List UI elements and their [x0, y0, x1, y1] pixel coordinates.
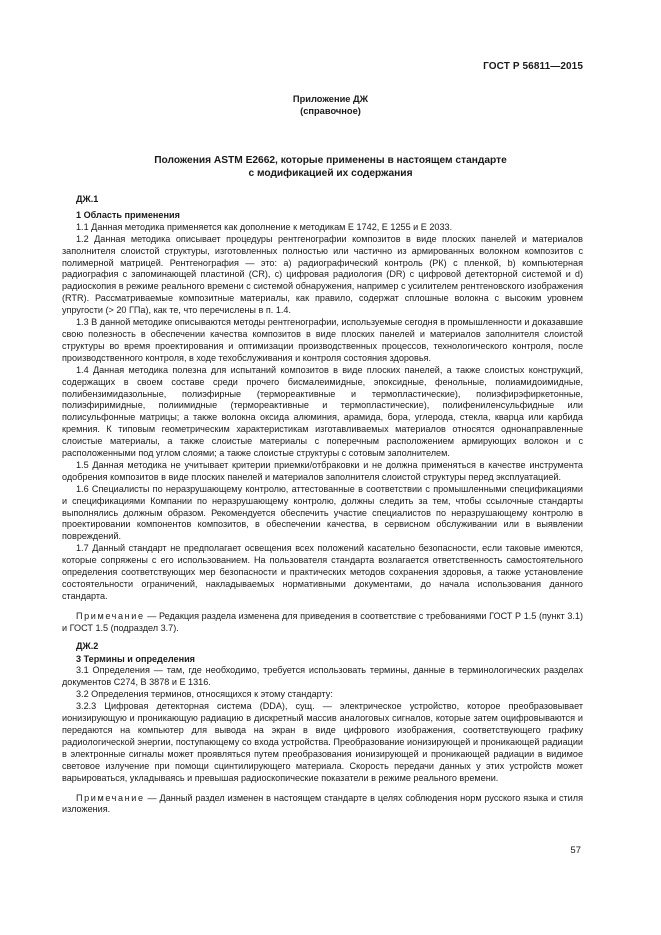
- appendix-subtitle: (справочное): [300, 106, 361, 116]
- note: [62, 793, 583, 817]
- paragraph: 1.6 Специалисты по неразрушающему контролю, аттестованные в соответствии с промышленными спецификациями и спецификациями Компании по неразрушающему контролю, должны следить за тем, чтобы ссылочные стандарты выполнялись должным образом. Рекомендуется обеспечить участие специалистов по неразрушающему контролю в проектировании компонентов композитов, в обеспечении качества, в сервисном обслуживании или в выявлении повреждений.: [62, 483, 583, 542]
- paragraph: 3.2 Определения терминов, относящихся к этому стандарту:: [76, 689, 333, 700]
- note-text: — Редакция раздела изменена для приведения в соответствие с требованиями ГОСТ Р 1.5 (пункт 3.1) и ГОСТ 1.5 (подраздел 3.7).: [62, 610, 583, 633]
- paragraph: 1.4 Данная методика полезна для испытаний композитов в виде плоских панелей, а также слоистых конструкций, содержащих в своем составе среди прочего бисмалеимидные, эпоксидные, фенольные, полиамидоимидные, полибензимидазольные, полиэфирные (термореактивные и термопластические), полиэфирэфиркетонные, полиэфиримидные, полиимидные (термореактивные и термопластические), полифениленсульфидные или полисульфонные матрицы; а также волокна оксида алюминия, арамида, бора, углерода, стекла, кварца или карбида кремния. К типовым геометрическим характеристикам изготавливаемых материалов относятся однонаправленные слоистые материалы, а также слоистые материалы с поперечным расположением армирующих волокон и с расположенными под углом слоями; а также слоистые структуры с сотовым заполнителем.: [62, 364, 583, 459]
- section-label: ДЖ.1: [76, 194, 99, 204]
- page-number: 57: [570, 845, 581, 856]
- appendix-heading: [0, 93, 661, 117]
- appendix-title: Приложение ДЖ: [292, 94, 369, 104]
- paragraph: 1.7 Данный стандарт не предполагает освещения всех положений касательно безопасности, если таковые имеются, которые сопряжены с его использованием. На пользователя стандарта возлагается ответственность самостоятельного определения соответствующих мер безопасности и практических методов сохранения здоровья, а также установление состоятельности ограничений, накладываемых нормативными документами, до начала использования данного стандарта.: [62, 543, 583, 601]
- section-label: ДЖ.2: [76, 640, 99, 651]
- section-heading: 1 Область применения: [76, 209, 180, 220]
- paragraph: 3.2.3 Цифровая детекторная система (DDA), сущ. — электрическое устройство, которое преобразовывает ионизирующую и проникающую радиацию в дискретный массив аналоговых сигналов, которые затем оцифровываются и передаются на компьютер для вывода на экран в виде цифрового изображения, соответствующего графику радиологической энергии, поступающему со входа устройства. Преобразование ионизирующей и проникающей радиации в электронные сигналы может проявляться путем преобразования ионизирующей и проникающей радиации в видимое световое излучение при помощи сцинтилирующего материала. Скорость передачи данных у этих устройств может варьироваться, укладываясь и превышая радиоскопические показатели в режиме реального времени.: [62, 701, 583, 783]
- title-line-2: с модификацией их содержания: [248, 168, 413, 179]
- paragraph: 1.1 Данная методика применяется как дополнение к методикам E 1742, E 1255 и E 2033.: [76, 221, 453, 232]
- document-code: ГОСТ Р 56811—2015: [483, 61, 583, 72]
- section-heading: 3 Термины и определения: [76, 653, 195, 664]
- note-text: — Данный раздел изменен в настоящем стандарте в целях соблюдения норм русского языка и стиля изложения.: [62, 792, 583, 815]
- note-label: Примечание: [76, 792, 145, 803]
- paragraph: 1.5 Данная методика не учитывает критерии приемки/отбраковки и не должна применяться в качестве инструмента одобрения композитов в виде плоских панелей и материалов заполнителя слоистой структуры перед эксплуатацией.: [62, 459, 583, 482]
- paragraph: 1.3 В данной методике описываются методы рентгенографии, используемые сегодня в промышленности и доказавшие свою полезность в обеспечении качества композитов в виде плоских панелей и материалов заполнителя слоистой структуры во время проектирования и оптимизации производственных процессов, технологического контроля, после производственного контроля, в ходе техобслуживания и контроля состояния здоровья.: [62, 317, 584, 363]
- note-label: Примечание: [76, 610, 145, 621]
- note: [62, 611, 583, 635]
- document-title: [0, 154, 661, 180]
- document-body: [62, 194, 583, 816]
- paragraph: 1.2 Данная методика описывает процедуры рентгенографии композитов в виде плоских панелей и материалов заполнителя слоистой структуры, изготовленных полностью или частично из армированных волокном композитов с полимерной матрицей. Рентгенография — это: a) радиографический контроль (РК) с пленкой, b) компьютерная радиография с запоминающей пластиной (CR), c) цифровая радиология (DR) с цифровой детекторной системой и d) радиоскопия в режиме реального времени с системой обнаружения, например с усилителем рентгеновского изображения (RTR). Рассматриваемые композитные материалы, как правило, содержат сплошные волокна с высоким уровнем упругости (> 20 ГПа), как те, что перечислены в п. 1.4.: [62, 233, 583, 316]
- title-line-1: Положения ASTM E2662, которые применены в настоящем стандарте: [154, 155, 507, 166]
- paragraph: 3.1 Определения — там, где необходимо, требуется использовать термины, данные в терминологических разделах документов C274, В 3878 и E 1316.: [62, 665, 583, 688]
